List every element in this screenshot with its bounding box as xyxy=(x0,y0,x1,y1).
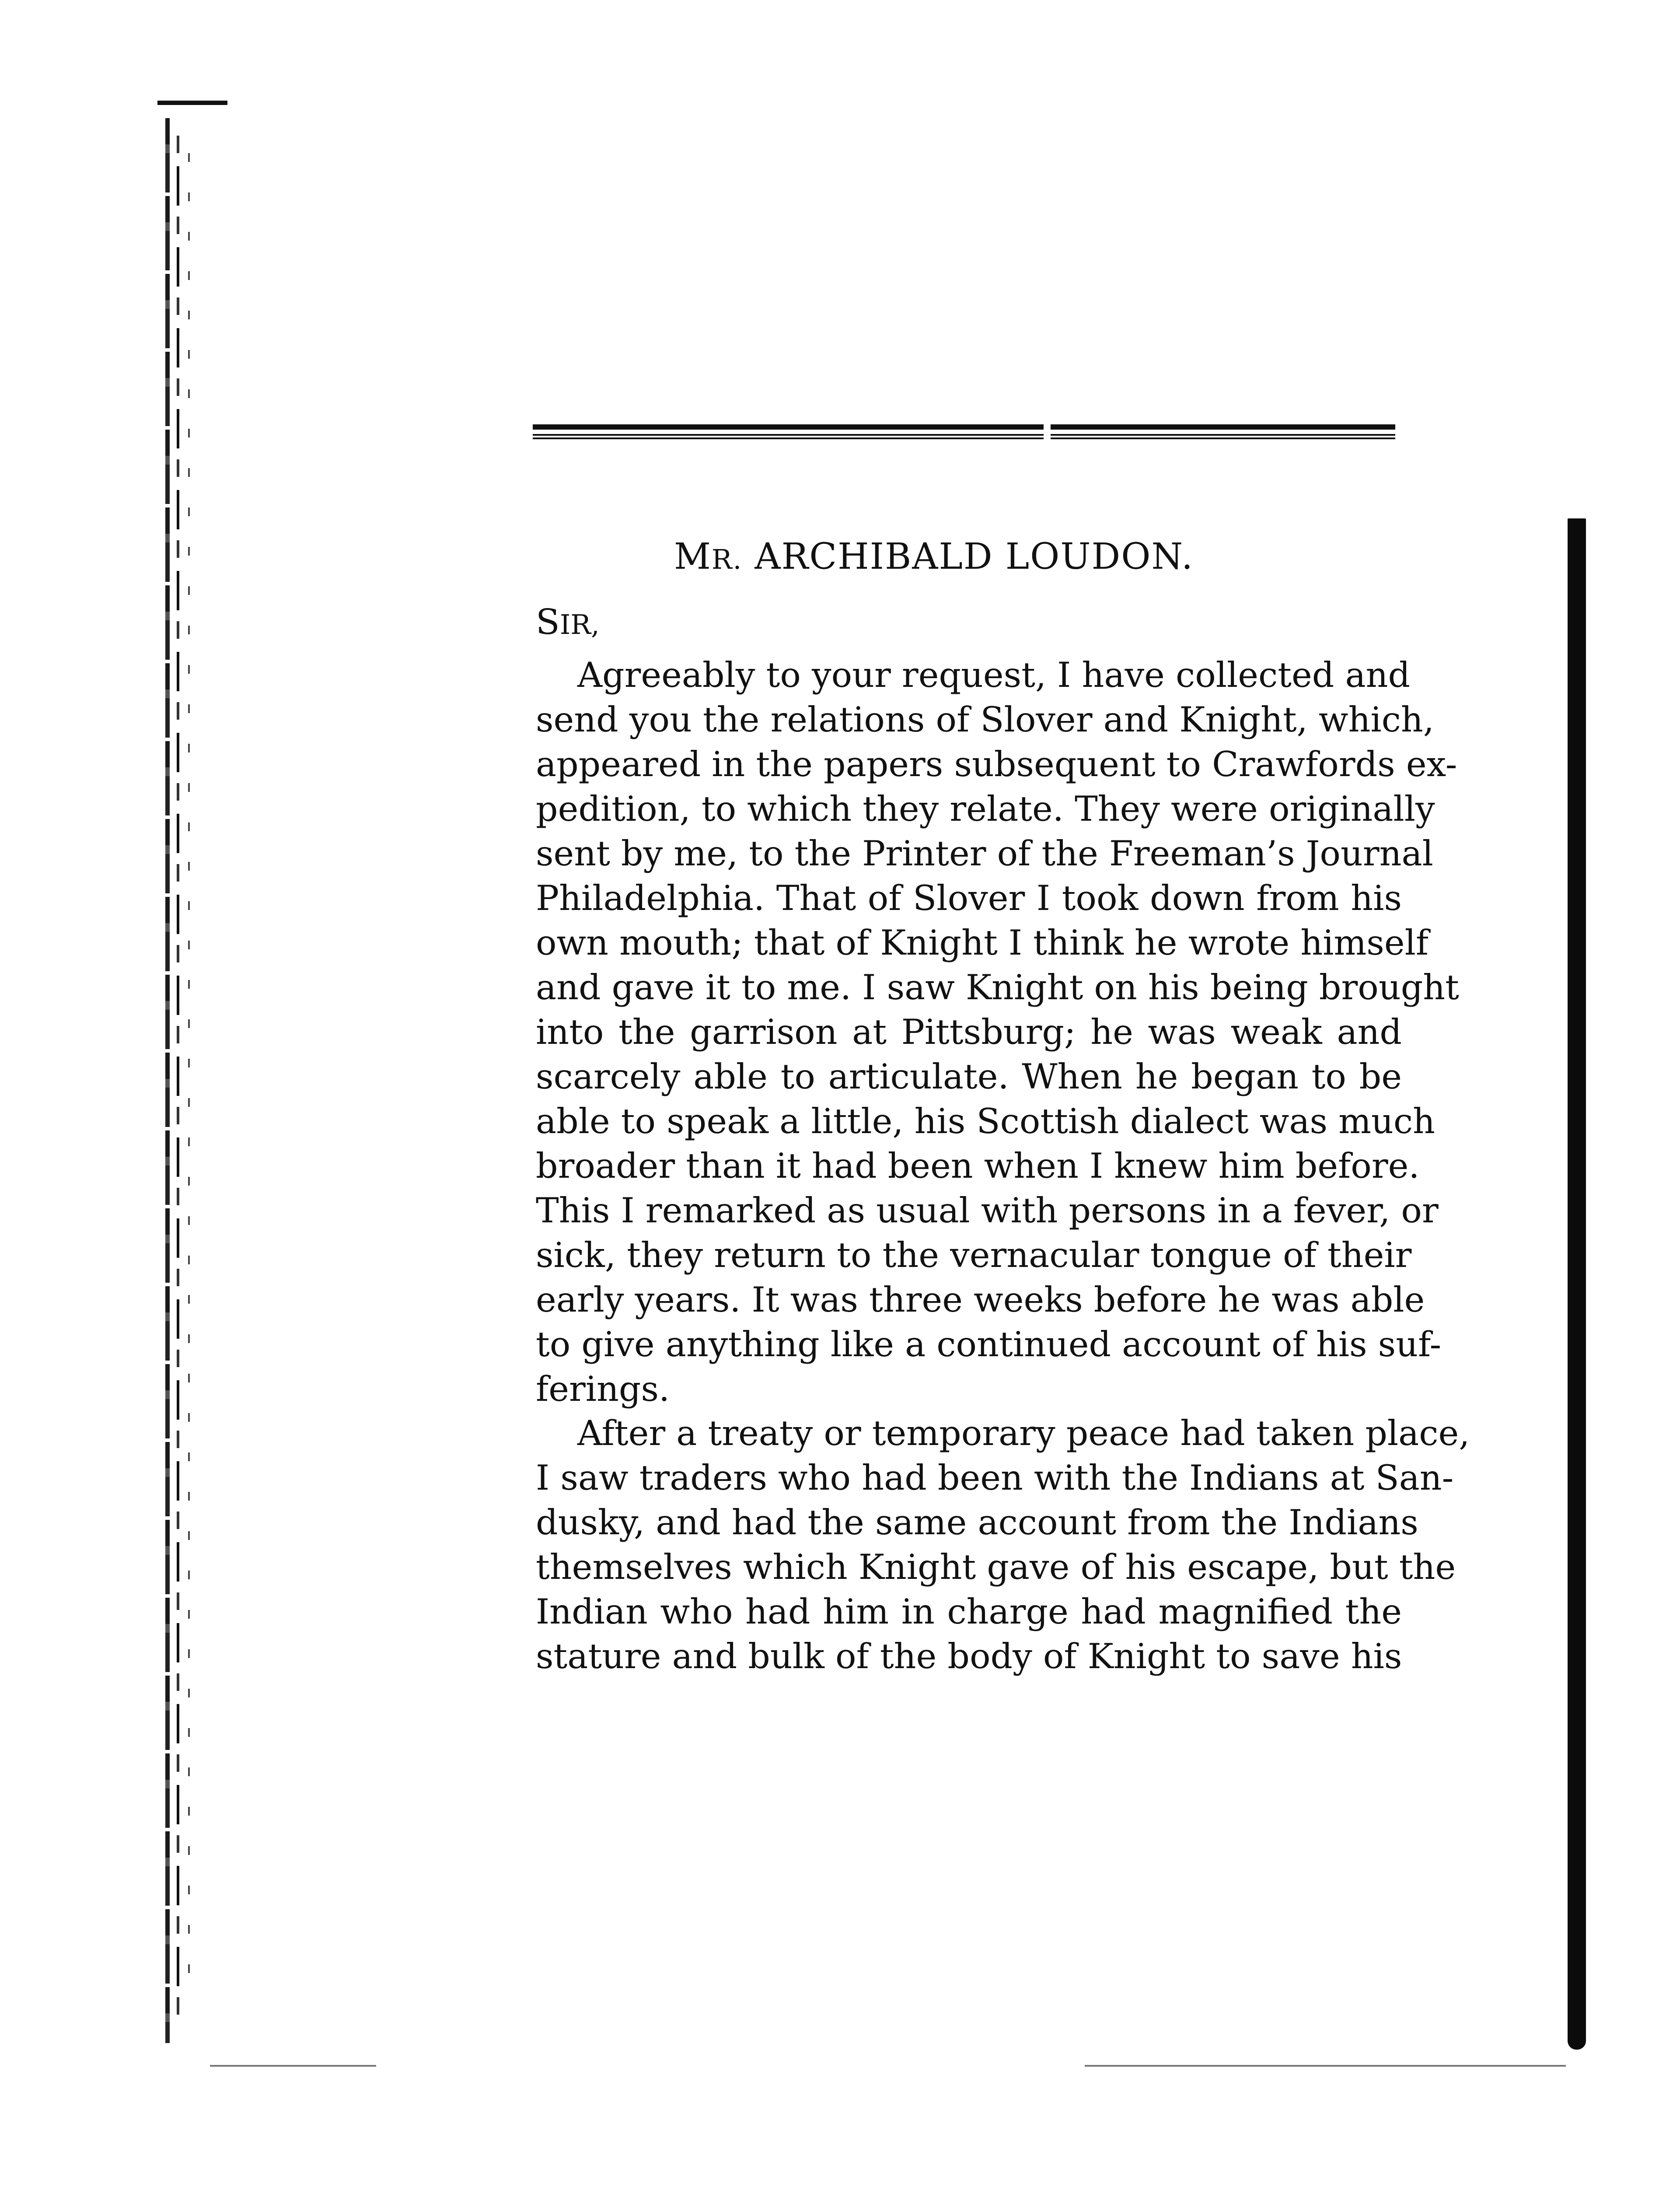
bottom-edge-line xyxy=(1085,2065,1566,2067)
text-line: stature and bulk of the body of Knight to save his xyxy=(536,1636,1402,1676)
salutation xyxy=(536,602,600,642)
binding-edge-stripe xyxy=(188,153,190,1991)
binding-edge-stripe xyxy=(165,118,170,2043)
text-line: dusky, and had the same account from the Indians xyxy=(536,1502,1418,1543)
text-line: able to speak a little, his Scottish dialect was much xyxy=(536,1101,1436,1141)
binding-edge-top xyxy=(157,101,227,105)
paragraph-1 xyxy=(536,653,1459,1411)
text-line: themselves which Knight gave of his escape, but the xyxy=(536,1547,1456,1587)
text-line: After a treaty or temporary peace had taken place, xyxy=(577,1413,1470,1453)
text-line: own mouth; that of Knight I think he wrote himself xyxy=(536,923,1429,963)
text-line: This I remarked as usual with persons in a fever, or xyxy=(536,1190,1439,1231)
bottom-edge-line xyxy=(210,2065,376,2067)
salutation-small-caps: IR, xyxy=(559,609,600,640)
salutation-initial: S xyxy=(536,602,560,642)
heading-small-caps: R. xyxy=(711,543,743,575)
text-line: scarcely able to articulate. When he began to be xyxy=(536,1057,1402,1097)
text-line: Indian who had him in charge had magnified the xyxy=(536,1592,1402,1632)
text-line: Philadelphia. That of Slover I took down from his xyxy=(536,878,1402,918)
text-line: ferings. xyxy=(536,1369,670,1409)
binding-edge-stripe xyxy=(177,136,179,2017)
text-line: appeared in the papers subsequent to Crawfords ex- xyxy=(536,744,1457,784)
text-line: and gave it to me. I saw Knight on his being brought xyxy=(536,967,1459,1008)
binding-edge-shadow xyxy=(157,101,206,2056)
heading-name: ARCHIBALD LOUDON. xyxy=(742,536,1194,577)
text-line: broader than it had been when I knew him before. xyxy=(536,1146,1420,1186)
text-line: pedition, to which they relate. They were originally xyxy=(536,789,1435,829)
text-line: into the garrison at Pittsburg; he was weak and xyxy=(536,1012,1402,1052)
text-line: early years. It was three weeks before he was able xyxy=(536,1280,1425,1320)
paragraph-2 xyxy=(536,1411,1470,1679)
text-line: I saw traders who had been with the Indians at San- xyxy=(536,1458,1454,1498)
letter-heading xyxy=(536,536,1332,577)
heading-initial: M xyxy=(674,536,712,577)
text-line: to give anything like a continued account of his suf- xyxy=(536,1324,1442,1365)
text-line: Agreeably to your request, I have collected and xyxy=(577,655,1411,695)
right-page-edge-shadow xyxy=(1568,518,1586,2050)
double-rule-right xyxy=(1051,424,1395,441)
text-line: sent by me, to the Printer of the Freeman’s Journal xyxy=(536,833,1433,874)
text-line: sick, they return to the vernacular tongue of their xyxy=(536,1235,1412,1275)
double-rule-left xyxy=(533,424,1044,441)
text-line: send you the relations of Slover and Knight, which, xyxy=(536,700,1434,740)
